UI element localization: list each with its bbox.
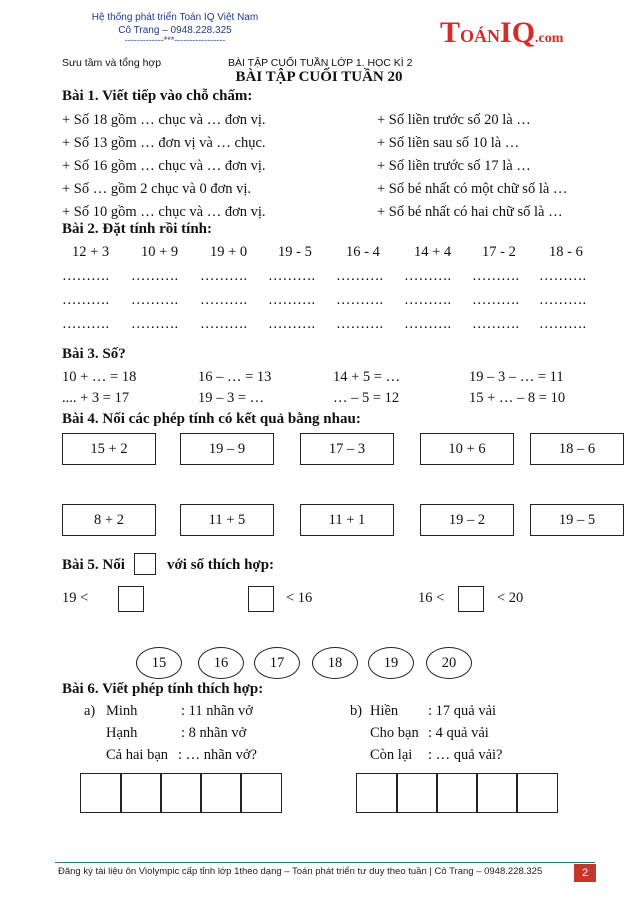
bai2-answer-dots[interactable]: ………. <box>404 292 452 308</box>
bai2-expression: 18 - 6 <box>549 244 583 260</box>
bai4-heading: Bài 4. Nối các phép tính có kết quả bằng nhau: <box>62 411 361 427</box>
number-oval-16[interactable]: 16 <box>198 647 244 679</box>
bai2-answer-dots[interactable]: ………. <box>472 268 520 284</box>
bai2-answer-dots[interactable]: ………. <box>472 316 520 332</box>
bai5-answer-box-1[interactable] <box>118 586 144 612</box>
match-bottom-box-1[interactable]: 8 + 2 <box>62 504 156 536</box>
answer-cell[interactable] <box>240 773 282 813</box>
answer-cell[interactable] <box>80 773 122 813</box>
bai1-left-line: + Số 18 gồm … chục và … đơn vị. <box>62 112 266 128</box>
collected-note: Sưu tầm và tổng hợp <box>62 57 162 69</box>
bai5-heading-square <box>134 553 156 575</box>
bai2-expression: 17 - 2 <box>482 244 516 260</box>
match-bottom-box-5[interactable]: 19 – 5 <box>530 504 624 536</box>
match-top-box-4[interactable]: 10 + 6 <box>420 433 514 465</box>
answer-cell[interactable] <box>516 773 558 813</box>
bai2-answer-dots[interactable]: ………. <box>268 268 316 284</box>
bai5-compare-2-label: < 16 <box>286 590 313 606</box>
bai2-answer-dots[interactable]: ………. <box>200 316 248 332</box>
bai6-a-label: a) <box>84 703 96 719</box>
bai1-right-line: + Số liền sau số 10 là … <box>377 135 520 151</box>
bai1-right-line: + Số bé nhất có một chữ số là … <box>377 181 568 197</box>
number-oval-20[interactable]: 20 <box>426 647 472 679</box>
number-oval-19[interactable]: 19 <box>368 647 414 679</box>
bai5-compare-3-right: < 20 <box>497 590 524 606</box>
bai6-a-value-1: : 11 nhãn vở <box>181 703 253 719</box>
bai6-b-name-3: Còn lại <box>370 747 413 763</box>
match-top-box-2[interactable]: 19 – 9 <box>180 433 274 465</box>
footer-text: Đăng ký tài liệu ôn Violympic cấp tỉnh lớp 1theo dạng – Toán phát triển tư duy theo tuần | Cô Trang – 0948.228.325 <box>58 866 543 877</box>
bai6-a-name-3: Cả hai bạn <box>106 747 169 763</box>
bai6-b-answer-row <box>356 773 558 813</box>
header-contact: Cô Trang – 0948.228.325 <box>118 25 232 36</box>
bai5-compare-1-label: 19 < <box>62 590 89 606</box>
answer-cell[interactable] <box>356 773 398 813</box>
bai2-heading: Bài 2. Đặt tính rồi tính: <box>62 221 213 237</box>
bai2-answer-dots[interactable]: ………. <box>200 268 248 284</box>
bai6-b-value-1: : 17 quả vải <box>428 703 497 719</box>
bai3-r2-c1: .... + 3 = 17 <box>62 390 130 406</box>
match-top-box-1[interactable]: 15 + 2 <box>62 433 156 465</box>
bai2-answer-dots[interactable]: ………. <box>62 292 110 308</box>
match-bottom-box-3[interactable]: 11 + 1 <box>300 504 394 536</box>
bai2-expression: 19 - 5 <box>278 244 312 260</box>
worksheet-subtitle: BÀI TẬP CUỐI TUẦN LỚP 1. HỌC KÌ 2 <box>228 57 413 69</box>
bai2-expression: 16 - 4 <box>346 244 380 260</box>
bai3-r1-c2: 16 – … = 13 <box>198 369 272 385</box>
bai3-r1-c4: 19 – 3 – … = 11 <box>469 369 564 385</box>
bai1-right-line: + Số liền trước số 20 là … <box>377 112 531 128</box>
bai3-r2-c3: … – 5 = 12 <box>333 390 400 406</box>
bai5-answer-box-3[interactable] <box>458 586 484 612</box>
toaniq-logo: TOÁNIQ.com <box>440 16 564 49</box>
bai2-answer-dots[interactable]: ………. <box>62 316 110 332</box>
bai2-answer-dots[interactable]: ………. <box>336 316 384 332</box>
bai2-answer-dots[interactable]: ………. <box>539 268 587 284</box>
bai1-right-line: + Số liền trước số 17 là … <box>377 158 531 174</box>
bai1-left-line: + Số 13 gồm … đơn vị và … chục. <box>62 135 266 151</box>
bai1-left-line: + Số … gồm 2 chục và 0 đơn vị. <box>62 181 252 197</box>
bai2-answer-dots[interactable]: ………. <box>131 268 179 284</box>
bai2-answer-dots[interactable]: ………. <box>131 316 179 332</box>
bai3-heading: Bài 3. Số? <box>62 346 126 362</box>
bai5-answer-box-2[interactable] <box>248 586 274 612</box>
answer-cell[interactable] <box>396 773 438 813</box>
bai3-r1-c1: 10 + … = 18 <box>62 369 137 385</box>
bai6-heading: Bài 6. Viết phép tính thích hợp: <box>62 681 264 697</box>
bai2-answer-dots[interactable]: ………. <box>472 292 520 308</box>
page-title: BÀI TẬP CUỐI TUẦN 20 <box>235 69 403 85</box>
bai1-right-line: + Số bé nhất có hai chữ số là … <box>377 204 563 220</box>
bai2-expression: 12 + 3 <box>72 244 110 260</box>
bai2-answer-dots[interactable]: ………. <box>404 268 452 284</box>
bai6-b-value-3: : … quả vải? <box>428 747 503 763</box>
bai5-heading-a: Bài 5. Nối <box>62 557 125 573</box>
bai3-r1-c3: 14 + 5 = … <box>333 369 401 385</box>
answer-cell[interactable] <box>120 773 162 813</box>
bai2-answer-dots[interactable]: ………. <box>404 316 452 332</box>
bai2-answer-dots[interactable]: ………. <box>62 268 110 284</box>
bai6-a-value-3: : … nhãn vở? <box>178 747 257 763</box>
match-top-box-3[interactable]: 17 – 3 <box>300 433 394 465</box>
bai2-answer-dots[interactable]: ………. <box>268 316 316 332</box>
bai6-b-label: b) <box>350 703 363 719</box>
bai1-left-line: + Số 16 gồm … chục và … đơn vị. <box>62 158 266 174</box>
answer-cell[interactable] <box>160 773 202 813</box>
bai5-compare-3-left: 16 < <box>418 590 445 606</box>
bai2-expression: 10 + 9 <box>141 244 179 260</box>
bai6-a-answer-row <box>80 773 282 813</box>
match-bottom-box-4[interactable]: 19 – 2 <box>420 504 514 536</box>
number-oval-17[interactable]: 17 <box>254 647 300 679</box>
bai2-expression: 14 + 4 <box>414 244 452 260</box>
match-top-box-5[interactable]: 18 – 6 <box>530 433 624 465</box>
answer-cell[interactable] <box>200 773 242 813</box>
bai6-b-value-2: : 4 quả vải <box>428 725 489 741</box>
bai1-left-line: + Số 10 gồm … chục và … đơn vị. <box>62 204 266 220</box>
bai2-answer-dots[interactable]: ………. <box>131 292 179 308</box>
number-oval-15[interactable]: 15 <box>136 647 182 679</box>
bai2-answer-dots[interactable]: ………. <box>200 292 248 308</box>
bai2-answer-dots[interactable]: ………. <box>539 316 587 332</box>
match-bottom-box-2[interactable]: 11 + 5 <box>180 504 274 536</box>
bai5-heading-b: với số thích hợp: <box>167 557 275 573</box>
bai6-a-value-2: : 8 nhãn vở <box>181 725 247 741</box>
bai3-r2-c2: 19 – 3 = … <box>198 390 265 406</box>
header-deco: -------------***----------------- <box>124 35 226 45</box>
bai2-answer-dots[interactable]: ………. <box>268 292 316 308</box>
bai2-expression: 19 + 0 <box>210 244 248 260</box>
bai6-b-name-1: Hiền <box>370 703 399 719</box>
bai2-answer-dots[interactable]: ………. <box>336 268 384 284</box>
bai1-heading: Bài 1. Viết tiếp vào chỗ chấm: <box>62 88 253 104</box>
bai2-answer-dots[interactable]: ………. <box>336 292 384 308</box>
number-oval-18[interactable]: 18 <box>312 647 358 679</box>
footer-divider <box>55 862 595 863</box>
answer-cell[interactable] <box>436 773 478 813</box>
header-org: Hệ thống phát triển Toán IQ Việt Nam <box>91 12 259 23</box>
bai3-r2-c4: 15 + … – 8 = 10 <box>469 390 566 406</box>
bai6-b-name-2: Cho bạn <box>370 725 419 741</box>
bai6-a-name-1: Minh <box>106 703 138 719</box>
bai2-answer-dots[interactable]: ………. <box>539 292 587 308</box>
bai6-a-name-2: Hạnh <box>106 725 138 741</box>
page-number: 2 <box>574 864 596 882</box>
answer-cell[interactable] <box>476 773 518 813</box>
